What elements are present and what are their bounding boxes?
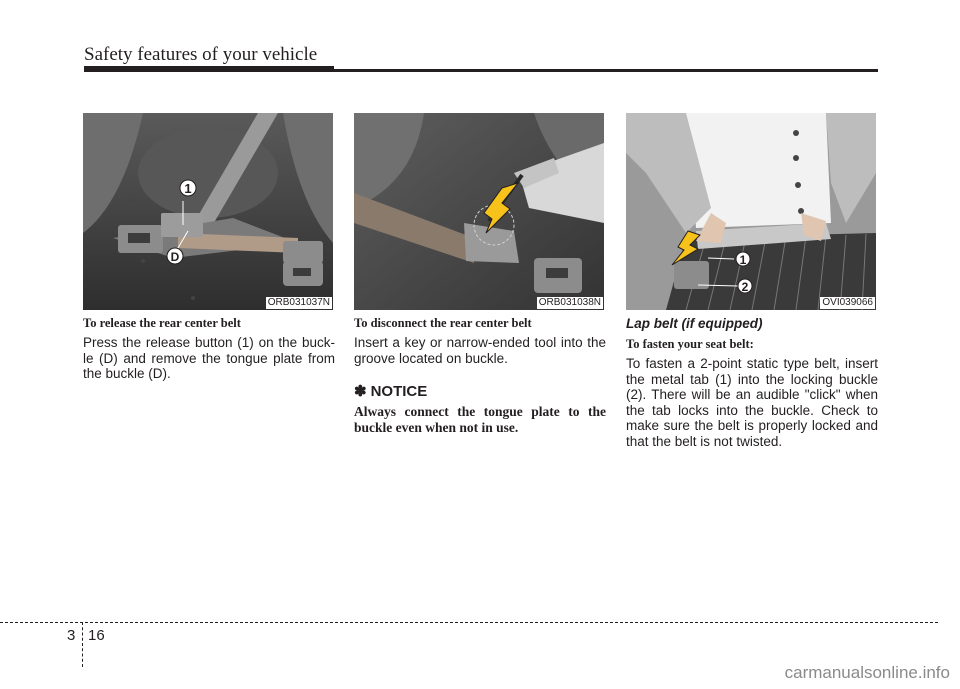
section-heading: To disconnect the rear center belt — [354, 316, 532, 330]
section-body: To fasten a 2-point static type belt, insert the metal tab (1) into the locking buckle (2). There will be an audible "click" when the tab locks into the buckle. Check to make sure the belt is properly locked and that the belt is not twisted. — [626, 356, 878, 449]
watermark: carmanualsonline.info — [784, 663, 950, 682]
lap-belt-illustration — [626, 113, 876, 310]
page-number: 16 — [88, 627, 105, 644]
section-body: Press the release button (1) on the buck-le (D) and remove the tongue plate from the buckle (D). — [83, 335, 335, 381]
section-body: Insert a key or narrow-ended tool into the groove located on buckle. — [354, 335, 606, 366]
figure-disconnect-belt — [354, 113, 604, 310]
notice-title: NOTICE — [370, 382, 428, 400]
callout-1: 1 — [739, 253, 747, 267]
column-lap-belt — [626, 316, 878, 449]
seat-belt-buckle-illustration — [83, 113, 333, 310]
header-rule — [84, 69, 878, 72]
callout-2: 2 — [741, 280, 749, 294]
figure-release-belt — [83, 113, 333, 310]
column-disconnect — [354, 316, 606, 435]
figure-code: OVI039066 — [822, 297, 873, 308]
notice-body: Always connect the tongue plate to the buckle even when not in use. — [354, 404, 606, 435]
footer-divider — [82, 622, 83, 667]
section-heading: To release the rear center belt — [83, 316, 241, 330]
figure-lap-belt — [626, 113, 876, 310]
callout-d: D — [170, 250, 180, 264]
figure-code: ORB031038N — [538, 297, 601, 308]
callout-1: 1 — [184, 181, 192, 196]
page-header-title: Safety features of your vehicle — [84, 44, 318, 65]
section-heading: To fasten your seat belt: — [626, 337, 754, 351]
notice-icon: ✽ — [354, 383, 367, 400]
footer-rule — [0, 622, 938, 623]
key-release-illustration — [354, 113, 604, 310]
column-release — [83, 316, 335, 382]
figure-code: ORB031037N — [267, 297, 330, 308]
notice-heading — [354, 382, 606, 400]
chapter-number: 3 — [67, 627, 76, 644]
section-title: Lap belt (if equipped) — [626, 316, 763, 331]
